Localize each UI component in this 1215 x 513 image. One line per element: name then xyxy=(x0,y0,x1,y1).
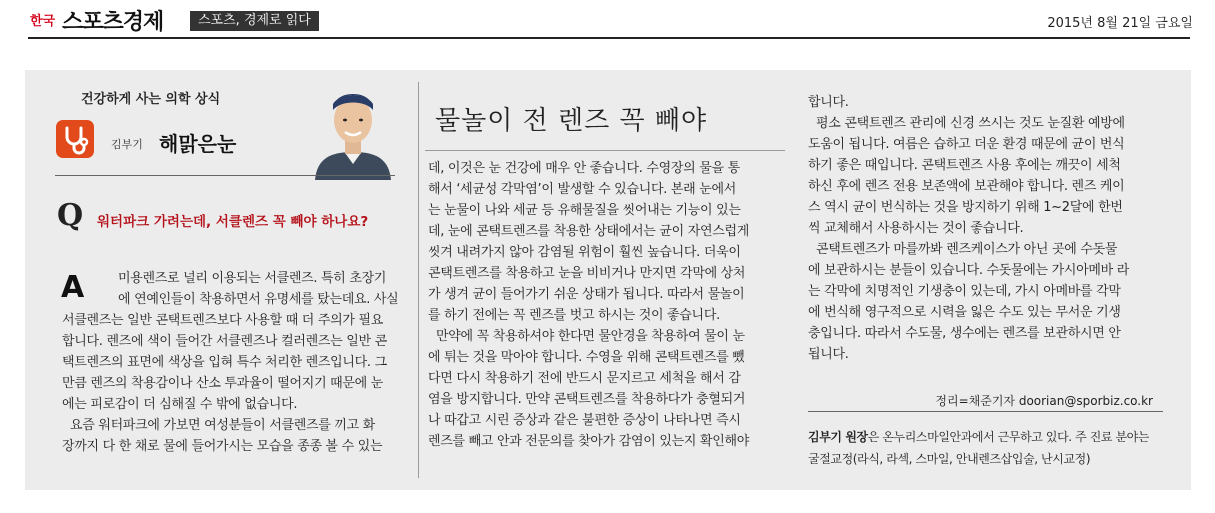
issue-date: 2015년 8월 21일 금요일 xyxy=(1047,16,1193,31)
doctor-portrait xyxy=(311,80,395,180)
series-title: 건강하게 사는 의학 상식 xyxy=(81,92,221,107)
body-line: 충입니다. 따라서 수도물, 생수에는 렌즈를 보관하시면 안 xyxy=(808,326,1121,341)
column-divider xyxy=(418,82,419,478)
body-line: 도움이 됩니다. 여름은 습하고 더운 환경 때문에 균이 번식 xyxy=(808,137,1125,152)
body-line: 합니다. xyxy=(808,95,849,110)
body-line: 데, 눈에 콘택트렌즈를 착용한 상태에서는 균이 자연스럽게 xyxy=(428,224,750,239)
body-line: 에 연예인들이 착용하면서 유명세를 탔는데요. 사실 xyxy=(118,292,399,307)
body-line: 만큼 렌즈의 착용감이나 산소 투과율이 떨어지기 때문에 눈 xyxy=(62,376,384,391)
body-line: 됩니다. xyxy=(808,347,849,362)
logo-small: 한국 xyxy=(30,14,56,29)
body-line: 만약에 꼭 착용하셔야 한다면 물안경을 착용하여 물이 눈 xyxy=(436,329,745,344)
body-line: 는 눈물이 나와 세균 등 유해물질을 씻어내는 기능이 있는 xyxy=(428,203,741,218)
body-line: 하기 좋은 때입니다. 콘택트렌즈 사용 후에는 깨끗이 세척 xyxy=(808,158,1121,173)
masthead-rule xyxy=(28,37,1190,39)
body-line: 택트렌즈의 표면에 색상을 입혀 특수 처리한 렌즈입니다. 그 xyxy=(62,355,387,370)
article xyxy=(25,70,1191,490)
author-bio xyxy=(808,426,1178,470)
bio-text: 은 온누리스마일안과에서 근무하고 있다. 주 진료 분야는 xyxy=(867,430,1150,444)
headline: 물놀이 전 렌즈 꼭 빼야 xyxy=(435,106,708,136)
logo-main: 스포츠경제 xyxy=(62,10,164,35)
body-line: 합니다. 렌즈에 색이 들어간 서클렌즈나 컬러렌즈는 일반 콘 xyxy=(62,334,387,349)
byline-label: 김부기 xyxy=(111,138,143,151)
body-line: 가 생겨 균이 들어가기 쉬운 상태가 됩니다. 따라서 물놀이 xyxy=(428,287,745,302)
body-column-1 xyxy=(62,268,407,457)
body-line: 다면 다시 착용하기 전에 반드시 문지르고 세척을 해서 감 xyxy=(428,371,741,386)
stethoscope-icon xyxy=(56,120,94,158)
masthead xyxy=(0,0,1215,40)
body-column-3 xyxy=(808,92,1176,365)
body-line: 하신 후에 렌즈 전용 보존액에 보관해야 합니다. 렌즈 케이 xyxy=(808,179,1125,194)
reporter-credit: 정리=채준기자 doorian@sporbiz.co.kr xyxy=(935,394,1153,408)
body-line: 염을 방지합니다. 만약 콘택트렌즈를 착용하다가 충혈되거 xyxy=(428,392,746,407)
body-line: 에 번식해 영구적으로 시력을 잃은 수도 있는 무서운 기생 xyxy=(808,305,1121,320)
bio-specialties: 굴절교정(라식, 라섹, 스마일, 안내렌즈삽입술, 난시교정) xyxy=(808,452,1091,466)
body-line: 평소 콘택트렌즈 관리에 신경 쓰시는 것도 눈질환 예방에 xyxy=(816,116,1125,131)
body-line: 에 튀는 것을 막아야 합니다. 수영을 위해 콘택트렌즈를 뺐 xyxy=(428,350,745,365)
answer-mark-label: A xyxy=(61,270,85,305)
body-line: 는 각막에 치명적인 기생충이 있는데, 가시 아메바를 각막 xyxy=(808,284,1121,299)
body-line: 미용렌즈로 널리 이용되는 서클렌즈. 특히 초장기 xyxy=(118,271,387,286)
headline-rule xyxy=(425,150,785,151)
body-line: 나 따갑고 시린 증상과 같은 불편한 증상이 나타나면 즉시 xyxy=(428,413,741,428)
body-line: 씩 교체해서 사용하시는 것이 좋습니다. xyxy=(808,221,1024,236)
slogan: 스포츠, 경제로 읽다 xyxy=(190,11,319,31)
body-line: 장까지 다 한 채로 물에 들어가시는 모습을 종종 볼 수 있는 xyxy=(62,439,383,454)
body-line: 에 보관하시는 분들이 있습니다. 수돗물에는 가시아메바 라 xyxy=(808,263,1130,278)
body-line: 해서 ‘세균성 각막염’이 발생할 수 있습니다. 본래 눈에서 xyxy=(428,182,736,197)
question-text: 워터파크 가려는데, 서클렌즈 꼭 빼야 하나요? xyxy=(97,214,369,230)
body-line: 요즘 워터파크에 가보면 여성분들이 서클렌즈를 끼고 화 xyxy=(70,418,375,433)
body-line: 데, 이것은 눈 건강에 매우 안 좋습니다. 수영장의 물을 통 xyxy=(428,161,740,176)
body-line: 에는 피로감이 더 심해질 수 밖에 없습니다. xyxy=(62,397,298,412)
question-mark-label: Q xyxy=(57,198,84,233)
body-line: 씻겨 내려가지 않아 감염될 위험이 훨씬 높습니다. 더욱이 xyxy=(428,245,741,260)
body-line: 를 하기 전에는 꼭 렌즈를 벗고 하시는 것이 좋습니다. xyxy=(428,308,720,323)
body-line: 콘택트렌즈가 마를까봐 렌즈케이스가 아닌 곳에 수돗물 xyxy=(816,242,1118,257)
header-rule xyxy=(55,175,395,176)
body-line: 서클렌즈는 일반 콘택트렌즈보다 사용할 때 더 주의가 필요 xyxy=(62,313,384,328)
column-name: 해맑은눈 xyxy=(159,132,237,156)
body-column-2 xyxy=(428,158,786,452)
bio-divider xyxy=(808,411,1163,412)
body-line: 스 역시 균이 번식하는 것을 방지하기 위해 1~2달에 한번 xyxy=(808,200,1123,215)
body-line: 렌즈를 빼고 안과 전문의를 찾아가 감염이 있는지 확인해야 xyxy=(428,434,750,449)
bio-name: 김부기 원장 xyxy=(808,430,868,444)
body-line: 콘택트렌즈를 착용하고 눈을 비비거나 만지면 각막에 상처 xyxy=(428,266,746,281)
